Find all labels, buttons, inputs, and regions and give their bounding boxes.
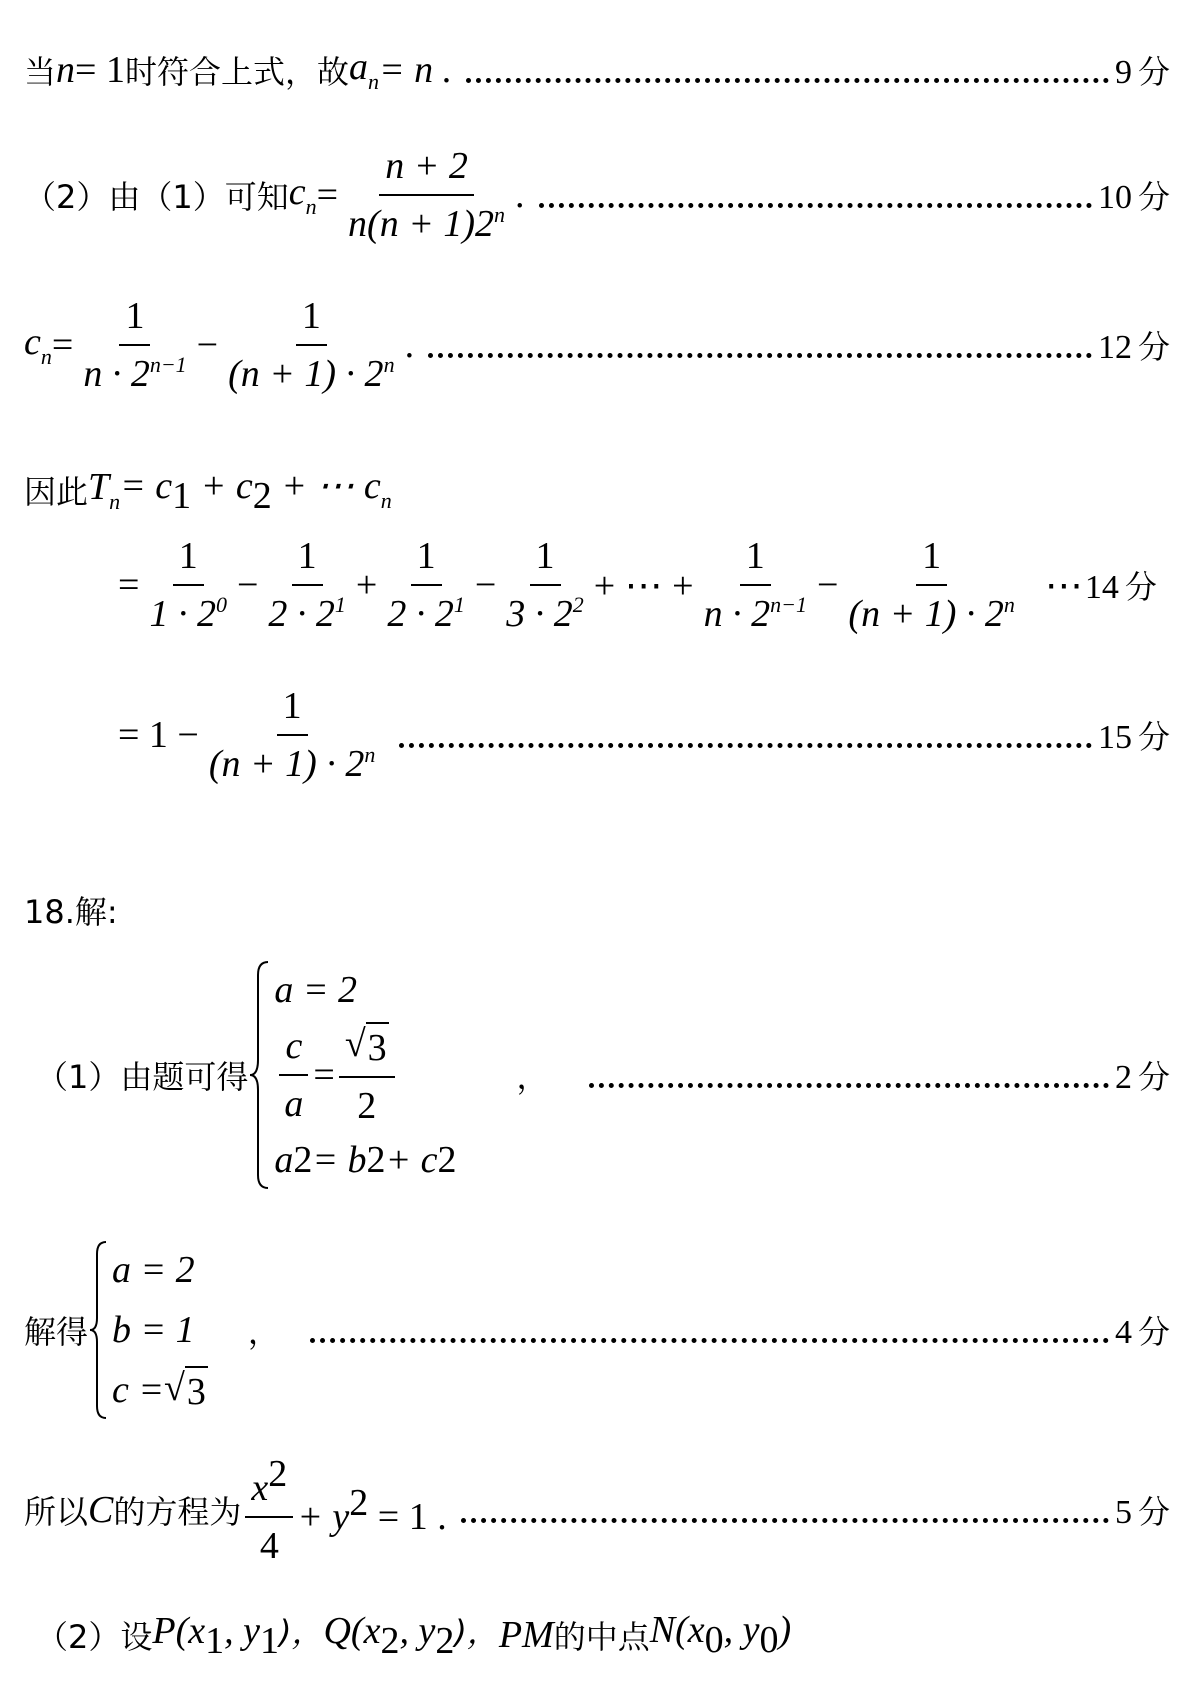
telescoping-terms bbox=[139, 534, 1024, 636]
case-1: a = 2 bbox=[112, 1249, 195, 1291]
case-1: a = 2 bbox=[274, 969, 358, 1011]
dot-leader bbox=[310, 1338, 1109, 1343]
dot-leader bbox=[589, 1083, 1109, 1088]
fraction: $\frac{1}{(n + 1) \cdot 2^n}$ bbox=[208, 685, 376, 785]
comma: ， bbox=[516, 1058, 549, 1096]
dot-leader bbox=[399, 743, 1092, 748]
dot-leader bbox=[466, 78, 1109, 83]
score: 15 分 bbox=[1097, 718, 1170, 756]
text: 的方程为 bbox=[113, 1493, 242, 1531]
brace bbox=[248, 960, 456, 1190]
math-T: $T_n$ bbox=[88, 466, 121, 514]
line-9fen bbox=[24, 40, 1170, 100]
fraction: $\frac{1}{n \cdot 2^{n-1}}$ bbox=[703, 535, 807, 635]
line-Tn bbox=[24, 460, 1170, 520]
case-3: a 2 = b 2 + c 2 bbox=[274, 1139, 457, 1181]
text: （2）由（1）可知 bbox=[24, 178, 289, 216]
text: 所以 bbox=[24, 1493, 89, 1531]
fraction: $\frac{1}{(n + 1) \cdot 2^n}$ bbox=[848, 535, 1015, 635]
score: 5 分 bbox=[1114, 1493, 1170, 1531]
operator: − bbox=[474, 564, 497, 606]
line-setup bbox=[24, 1605, 1170, 1665]
fraction: $\frac{1}{n \cdot 2^{n-1}}$ bbox=[83, 295, 187, 395]
line-10fen bbox=[24, 140, 1170, 250]
operator: + bbox=[355, 564, 378, 606]
minus: − bbox=[196, 324, 219, 366]
score: 4 分 bbox=[1114, 1313, 1170, 1351]
fraction: $\frac{1}{2 \cdot 2^1}$ bbox=[387, 535, 465, 635]
case-2: b = 1 bbox=[112, 1309, 195, 1351]
point-N: $N(x_0$, $y_0$) bbox=[649, 1609, 792, 1661]
dot-leader bbox=[539, 203, 1092, 208]
fraction: $\frac{n + 2}{n(n + 1)2^n}$ bbox=[348, 145, 505, 245]
period: . bbox=[404, 324, 415, 366]
text: （1）由题可得 bbox=[36, 1058, 249, 1096]
fraction: $\frac{1}{3 \cdot 2^2}$ bbox=[506, 535, 584, 635]
comma: ， bbox=[247, 1313, 280, 1351]
math-eq: = bbox=[51, 324, 74, 366]
text: 解得 bbox=[24, 1313, 89, 1351]
line-5fen bbox=[24, 1455, 1170, 1565]
math-a: $a_n$ bbox=[348, 46, 379, 94]
brace bbox=[88, 1240, 208, 1420]
math-sum: = $c_1 + c_2$ + ⋯ $c_n$ bbox=[120, 464, 392, 517]
math-rest: + $y^2 = 1$ . bbox=[297, 1482, 447, 1538]
fraction: $\frac{1}{1 \cdot 2^0}$ bbox=[149, 535, 227, 635]
text: 的中点 bbox=[553, 1618, 650, 1656]
math-eq: = n . bbox=[378, 49, 453, 91]
text: 因此 bbox=[24, 473, 89, 511]
line-4fen bbox=[24, 1240, 1170, 1420]
math-eq: = bbox=[316, 174, 339, 216]
operator: + ⋯ + bbox=[593, 564, 694, 607]
score: 10 分 bbox=[1097, 178, 1170, 216]
score: 12 分 bbox=[1097, 328, 1170, 366]
math-C: C bbox=[88, 1489, 114, 1531]
operator: − bbox=[816, 564, 839, 606]
problem-18-heading bbox=[24, 885, 1170, 935]
period: . bbox=[515, 174, 525, 216]
fraction: $\frac{1}{(n + 1) \cdot 2^n}$ bbox=[228, 295, 395, 395]
segment-PM: PM bbox=[498, 1614, 554, 1656]
operator: − bbox=[236, 564, 259, 606]
text: 当 bbox=[24, 53, 57, 91]
case-3: c = √ 3 bbox=[112, 1367, 206, 1413]
text: 时符合上式，故 bbox=[124, 53, 349, 91]
point-Q: $Q(x_2$, $y_2$)， bbox=[323, 1610, 499, 1662]
line-14fen bbox=[118, 530, 1170, 640]
math-eq: = 1 bbox=[75, 49, 125, 91]
score: 9 分 bbox=[1114, 53, 1170, 91]
score: 14 分 bbox=[1084, 568, 1157, 606]
math-eq: = 1 − bbox=[118, 714, 199, 756]
ellipsis: ⋯ bbox=[1044, 564, 1083, 607]
math-eq: = bbox=[118, 564, 140, 606]
dot-leader bbox=[461, 1518, 1109, 1523]
math-c: $c_n$ bbox=[24, 321, 52, 369]
case-2: $\frac{c}{a}$ = √ 3 2 bbox=[274, 1025, 456, 1125]
fraction: $\frac{x^2}{4}$ bbox=[245, 1452, 293, 1568]
math-c: $c_n$ bbox=[288, 171, 317, 219]
score: 2 分 bbox=[1114, 1058, 1170, 1096]
line-2fen bbox=[24, 960, 1170, 1190]
fraction: $\frac{1}{2 \cdot 2^1}$ bbox=[268, 535, 346, 635]
dot-leader bbox=[428, 353, 1092, 358]
text: （2）设 bbox=[36, 1618, 153, 1656]
point-P: $P(x_1$, $y_1$)， bbox=[152, 1610, 324, 1662]
text: 18.解: bbox=[24, 893, 118, 931]
line-12fen bbox=[24, 290, 1170, 400]
line-15fen bbox=[118, 680, 1170, 790]
math-n: n bbox=[56, 49, 76, 91]
